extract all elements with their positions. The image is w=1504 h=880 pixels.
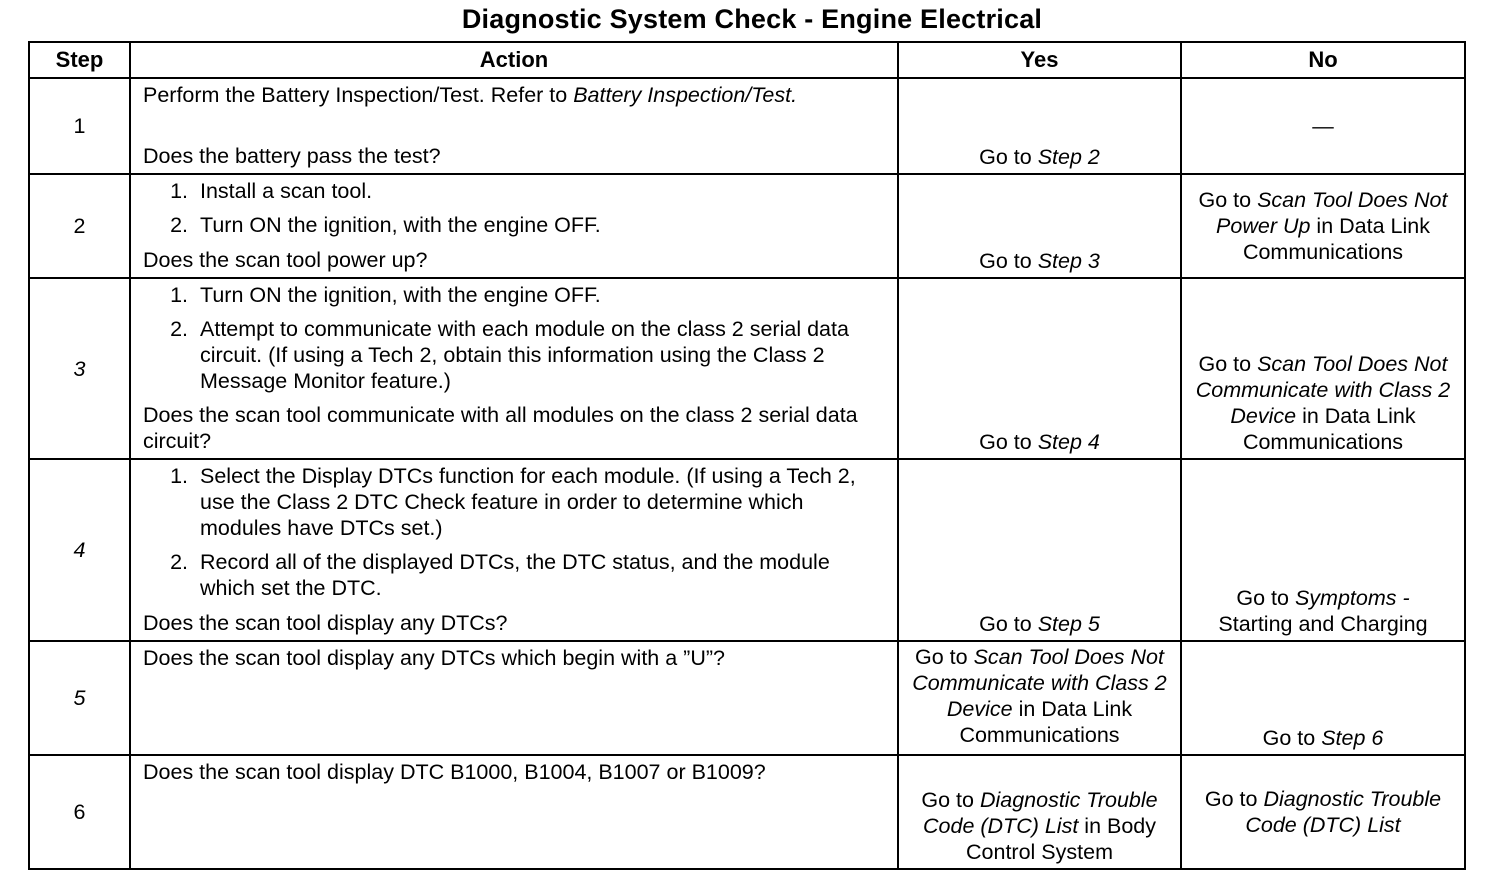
list-item: 1. Select the Display DTCs function for each module. (If using a Tech 2, use the Class 2 DTC Check feature in order to determine which modules have DTCs set.) [170,464,856,540]
table-row [29,174,1465,278]
yes-cell: Go to Step 5 [898,459,1181,641]
yes-cell: Go to Diagnostic Trouble Code (DTC) List in Body Control System [898,755,1181,869]
action-cell [130,459,898,641]
no-cell: Go to Scan Tool Does Not Communicate with Class 2 Device in Data Link Communications [1181,278,1465,459]
step-number: 1 [29,78,130,174]
table-row [29,459,1465,641]
no-cell: Go to Step 6 [1181,641,1465,755]
yes-cell: Go to Step 3 [898,174,1181,278]
action-question: Does the scan tool communicate with all modules on the class 2 serial data circuit? [143,403,858,453]
list-item: 1. Turn ON the ignition, with the engine OFF. [170,283,601,307]
action-question: Does the battery pass the test? [143,144,441,168]
no-cell: Go to Scan Tool Does Not Power Up in Data Link Communications [1181,174,1465,278]
header-step: Step [29,42,130,78]
action-cell [130,755,898,869]
action-question: Does the scan tool display DTC B1000, B1004, B1007 or B1009? [143,760,766,784]
action-question: Does the scan tool display any DTCs which begin with a ”U”? [143,646,725,670]
no-cell: Go to Symptoms - Starting and Charging [1181,459,1465,641]
header-yes: Yes [898,42,1181,78]
action-steps [143,178,885,238]
no-cell: — [1181,78,1465,174]
action-intro: Perform the Battery Inspection/Test. Refer to Battery Inspection/Test. [143,83,798,107]
step-number: 5 [29,641,130,755]
no-cell: Go to Diagnostic Trouble Code (DTC) List [1181,755,1465,869]
action-question: Does the scan tool display any DTCs? [143,611,508,635]
action-cell [130,641,898,755]
step-number: 3 [29,278,130,459]
action-cell [130,78,898,174]
table-row [29,278,1465,459]
document-title: Diagnostic System Check - Engine Electrical [461,4,1043,34]
step-number: 6 [29,755,130,869]
table-row [29,641,1465,755]
action-steps [143,282,885,394]
yes-cell: Go to Scan Tool Does Not Communicate with Class 2 Device in Data Link Communications [898,641,1181,755]
header-row [29,42,1465,78]
table-row [29,755,1465,869]
header-action: Action [130,42,898,78]
list-item: 2. Turn ON the ignition, with the engine OFF. [170,213,601,237]
list-item: 2. Record all of the displayed DTCs, the DTC status, and the module which set the DTC. [170,550,830,600]
step-number: 2 [29,174,130,278]
action-cell [130,278,898,459]
action-cell [130,174,898,278]
yes-cell: Go to Step 2 [898,78,1181,174]
list-item: 1. Install a scan tool. [170,179,373,203]
yes-cell: Go to Step 4 [898,278,1181,459]
action-steps [143,463,885,601]
diagnostic-table [28,41,1466,870]
step-number: 4 [29,459,130,641]
header-no: No [1181,42,1465,78]
action-question: Does the scan tool power up? [143,248,428,272]
table-row [29,78,1465,174]
list-item: 2. Attempt to communicate with each module on the class 2 serial data circuit. (If using a Tech 2, obtain this information using the Class 2 Message Monitor feature.) [170,317,849,393]
